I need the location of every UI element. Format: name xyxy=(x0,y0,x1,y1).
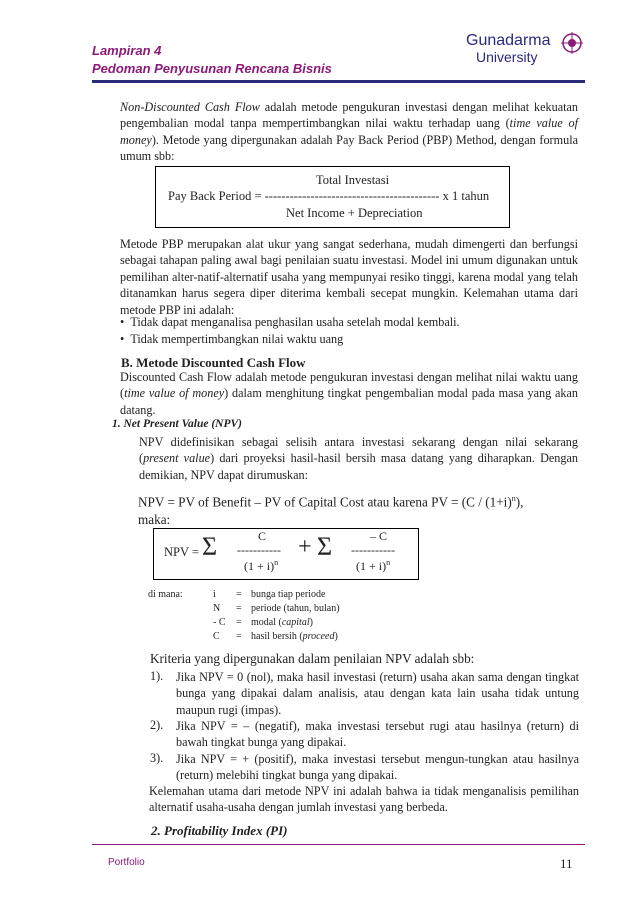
npv-den1 xyxy=(244,558,278,574)
term-present-value: present value xyxy=(143,451,211,466)
pi-heading: 2. Profitability Index (PI) xyxy=(151,823,288,838)
term-time-value-2: time value of money xyxy=(124,386,225,401)
where-desc-tail: ) xyxy=(309,617,313,628)
plus-symbol: + xyxy=(298,534,312,560)
bullet-text: Tidak mempertimbangkan nilai waktu uang xyxy=(130,332,344,346)
npv-den2-text: (1 + i) xyxy=(356,559,387,573)
pbp-equation xyxy=(168,189,489,204)
where-eq: = xyxy=(236,631,242,642)
bullet-item: • Tidak mempertimbangkan nilai waktu uang xyxy=(120,332,344,346)
where-desc-em: capital xyxy=(281,617,310,628)
header-subtitle: Pedoman Penyusunan Rencana Bisnis xyxy=(92,61,332,76)
npv-text-a: NPV didefinisikan sebagai selisih antara investasi sekarang dengan nilai sekarang ( xyxy=(139,435,578,466)
npv-formula-end: ), xyxy=(515,494,524,510)
where-eq: = xyxy=(236,603,242,614)
logo-text-bottom: University xyxy=(476,49,538,65)
npv-box-lhs: NPV = xyxy=(164,545,199,559)
where-desc-text: hasil bersih ( xyxy=(251,631,303,642)
header-rule xyxy=(92,80,585,83)
npv-c1: C xyxy=(258,529,267,543)
intro-paragraph xyxy=(120,99,578,165)
npv-fraction-bar-1: ----------- xyxy=(237,543,281,557)
pbp-lhs: Pay Back Period = xyxy=(168,189,265,203)
npv-fraction-bar-2: ----------- xyxy=(351,543,395,557)
term-non-discounted: Non-Discounted Cash Flow xyxy=(120,100,260,114)
where-symbol: - C xyxy=(213,617,226,628)
pbp-formula-box xyxy=(155,166,510,228)
where-desc-em: proceed xyxy=(302,631,335,642)
bullet-text: Tidak dapat menganalisa penghasilan usaha setelah modal kembali. xyxy=(130,315,460,329)
where-desc xyxy=(251,631,338,642)
section-b-text-b: ) dalam menghitung tingkat pengembalian modal pada masa yang akan datang. xyxy=(120,386,578,417)
section-b-text-a: Discounted Cash Flow adalah metode pengukuran investasi dengan melihat nilai waktu uang ( xyxy=(120,370,578,401)
pbp-paragraph: Metode PBP merupakan alat ukur yang sangat sederhana, mudah dimengerti dan berfungsi sebagai tahapan paling awal bagi penilaian suatu investasi. Model ini umum digunakan untuk pemilihan alter-natif-alternatif usaha yang mempunyai resiko tinggi, karena modal yang telah ditanamkan harus segera diper diterima kembali secepat mungkin. Kelemahan utama dari metode PBP ini adalah: xyxy=(120,237,578,317)
university-logo xyxy=(466,28,586,72)
npv-weakness: Kelemahan utama dari metode NPV ini adalah bahwa ia tidak menganalisis pemilihan alternatif usaha-usaha dengan jumlah investasi yang berbeda. xyxy=(149,784,579,815)
criteria-number: 3). xyxy=(150,751,164,765)
npv-den2-sup: n xyxy=(386,558,391,567)
criteria-text: Jika NPV = – (negatif), maka investasi tersebut rugi atau hasilnya (return) di bawah tingkat bunga yang dipakai. xyxy=(176,719,579,750)
where-desc: periode (tahun, bulan) xyxy=(251,603,340,614)
footer-rule xyxy=(92,844,585,845)
sigma-symbol: Σ xyxy=(317,532,333,561)
npv-formula-sup: n xyxy=(511,494,516,503)
criteria-number: 2). xyxy=(150,718,164,732)
criteria-heading: Kriteria yang dipergunakan dalam penilaian NPV adalah sbb: xyxy=(150,651,475,666)
header-title: Lampiran 4 xyxy=(92,43,162,58)
npv-c2: – C xyxy=(370,529,388,543)
section-b-paragraph xyxy=(120,369,578,418)
criteria-number: 1). xyxy=(150,669,164,683)
npv-formula-box xyxy=(153,528,419,580)
logo-text-top: Gunadarma xyxy=(466,32,551,49)
where-symbol: N xyxy=(213,603,221,614)
page-number: 11 xyxy=(560,856,573,871)
section-b-heading: B. Metode Discounted Cash Flow xyxy=(121,355,306,370)
where-eq: = xyxy=(236,589,242,600)
npv-text-b: ) dari proyeksi hasil-hasil bersih masa datang yang diharapkan. Dengan demikian, NPV dapat dirumuskan: xyxy=(139,451,578,482)
npv-den1-sup: n xyxy=(274,558,279,567)
footer-label: Portfolio xyxy=(108,857,145,868)
intro-text-b: ). Metode yang dipergunakan adalah Pay Back Period (PBP) Method, dengan formula umum sbb: xyxy=(120,132,578,164)
intro-text-a: adalah metode pengukuran investasi dengan melihat kekuatan pengembalian modal tanpa mempertimbangkan nilai waktu terhadap uang ( xyxy=(120,100,579,131)
where-symbol: i xyxy=(213,589,216,600)
pbp-rhs: x 1 tahun xyxy=(439,189,490,203)
pbp-fraction-bar: ------------------------------------------ xyxy=(264,189,440,203)
where-desc-text: modal ( xyxy=(251,617,282,628)
bullet-item: • Tidak dapat menganalisa penghasilan usaha setelah modal kembali. xyxy=(120,315,460,329)
term-time-value: time value of money xyxy=(120,116,578,147)
npv-heading: 1. Net Present Value (NPV) xyxy=(112,418,243,430)
npv-den2 xyxy=(356,558,390,574)
where-eq: = xyxy=(236,617,242,628)
sigma-symbol: Σ xyxy=(202,532,218,561)
where-desc xyxy=(251,617,313,628)
criteria-text: Jika NPV = 0 (nol), maka hasil investasi (return) usaha akan sama dengan tingkat bunga yang dipakai dalam analisis, atau dengan kata lain usaha tidak untung maupun rugi (impas). xyxy=(176,670,579,717)
pbp-numerator: Total Investasi xyxy=(316,173,390,187)
pbp-denominator: Net Income + Depreciation xyxy=(286,206,423,220)
npv-formula-line xyxy=(138,494,523,510)
npv-den1-text: (1 + i) xyxy=(244,559,275,573)
where-symbol: C xyxy=(213,631,220,642)
npv-maka: maka: xyxy=(138,512,171,527)
where-label: di mana: xyxy=(148,589,183,600)
where-desc: bunga tiap periode xyxy=(251,589,326,600)
npv-formula-text: NPV = PV of Benefit – PV of Capital Cost atau karena PV = (C / (1+i) xyxy=(138,494,512,510)
npv-definition xyxy=(139,434,578,483)
where-desc-tail: ) xyxy=(334,631,338,642)
criteria-text: Jika NPV = + (positif), maka investasi tersebut mengun-tungkan atau hasilnya (return) melebihi tingkat bunga yang dipakai. xyxy=(176,752,579,783)
